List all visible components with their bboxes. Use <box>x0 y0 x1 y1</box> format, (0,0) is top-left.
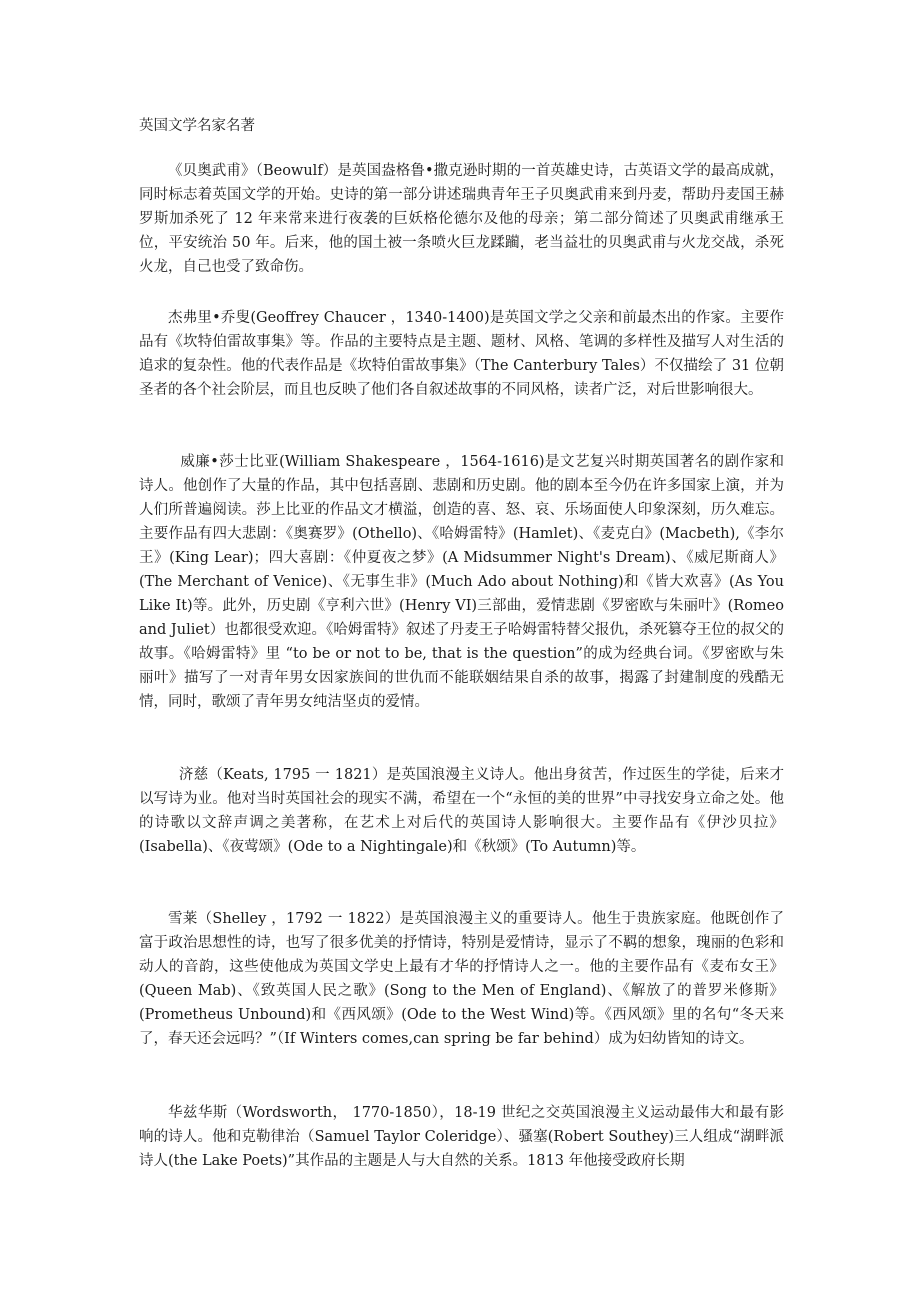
paragraph-chaucer: 杰弗里•乔叟(Geoffrey Chaucer ，1340-1400)是英国文学之父亲和前最杰出的作家。主要作品有《坎特伯雷故事集》等。作品的主要特点是主题、题材、风格、笔调的多样性及描写人对生活的追求的复杂性。他的代表作品是《坎特伯雷故事集》（The Canterbury Tales）不仅描绘了 31 位朝圣者的各个社会阶层，而且也反映了他们各自叙述故事的不同风格，读者广泛，对后世影响很大。 <box>139 310 784 398</box>
document-title: 英国文学名家名著 <box>139 118 255 134</box>
paragraph-shelley: 雪莱（Shelley ，1792 一 1822）是英国浪漫主义的重要诗人。他生于贵族家庭。他既创作了富于政治思想性的诗，也写了很多优美的抒情诗，特别是爱情诗，显示了不羁的想象，瑰丽的色彩和动人的音韵，这些使他成为英国文学史上最有才华的抒情诗人之一。他的主要作品有《麦布女王》(Queen Mab)、《致英国人民之歌》(Song to the Men of England)、《解放了的普罗米修斯》(Prometheus Unbound)和《西风颂》(Ode to the West Wind)等。《西风颂》里的名句“冬天来了，春天还会远吗？”（If Winters comes,can spring be far behind）成为妇幼皆知的诗文。 <box>139 911 784 1047</box>
paragraph-keats: 济慈（Keats, 1795 一 1821）是英国浪漫主义诗人。他出身贫苦，作过医生的学徒，后来才以写诗为业。他对当时英国社会的现实不满，希望在一个“永恒的美的世界”中寻找安身立命之处。他的诗歌以文辞声调之美著称，在艺术上对后代的英国诗人影响很大。主要作品有《伊沙贝拉》(Isabella)、《夜莺颂》(Ode to a Nightingale)和《秋颂》(To Autumn)等。 <box>139 767 784 855</box>
paragraph-wordsworth: 华兹华斯（Wordsworth， 1770-1850），18-19 世纪之交英国浪漫主义运动最伟大和最有影响的诗人。他和克勒律治（Samuel Taylor Coleridge）、骚塞(Robert Southey)三人组成“湖畔派诗人(the Lake Poets)”其作品的主题是人与大自然的关系。1813 年他接受政府长期 <box>139 1105 784 1169</box>
paragraph-shakespeare: 威廉•莎士比亚(William Shakespeare ，1564-1616)是文艺复兴时期英国著名的剧作家和诗人。他创作了大量的作品，其中包括喜剧、悲剧和历史剧。他的剧本至今仍在许多国家上演，并为人们所普遍阅读。莎上比亚的作品文才横溢，创造的喜、怒、哀、乐场面使人印象深刻，历久难忘。主要作品有四大悲剧：《奥赛罗》(Othello)、《哈姆雷特》(Hamlet)、《麦克白》(Macbeth),《李尔王》(King Lear)；四大喜剧：《仲夏夜之梦》(A Midsummer Night's Dream)、《威尼斯商人》(The Merchant of Venice)、《无事生非》(Much Ado about Nothing)和《皆大欢喜》(As You Like It)等。此外，历史剧《亨利六世》(Henry VI)三部曲，爱情悲剧《罗密欧与朱丽叶》(Romeo and Juliet）也都很受欢迎。《哈姆雷特》叙述了丹麦王子哈姆雷特替父报仇，杀死篡夺王位的叔父的故事。《哈姆雷特》里 “to be or not to be, that is the question”的成为经典台词。《罗密欧与朱丽叶》描写了一对青年男女因家族间的世仇而不能联姻结果自杀的故事，揭露了封建制度的残酷无情，同时，歌颂了青年男女纯洁坚贞的爱情。 <box>139 454 784 710</box>
paragraph-beowulf: 《贝奥武甫》（Beowulf）是英国盎格鲁•撒克逊时期的一首英雄史诗，古英语文学的最高成就，同时标志着英国文学的开始。史诗的第一部分讲述瑞典青年王子贝奥武甫来到丹麦，帮助丹麦国王赫罗斯加杀死了 12 年来常来进行夜袭的巨妖格伦德尔及他的母亲；第二部分简述了贝奥武甫继承王位，平安统治 50 年。后来，他的国土被一条喷火巨龙蹂躏，老当益壮的贝奥武甫与火龙交战，杀死火龙，自己也受了致命伤。 <box>139 163 784 275</box>
